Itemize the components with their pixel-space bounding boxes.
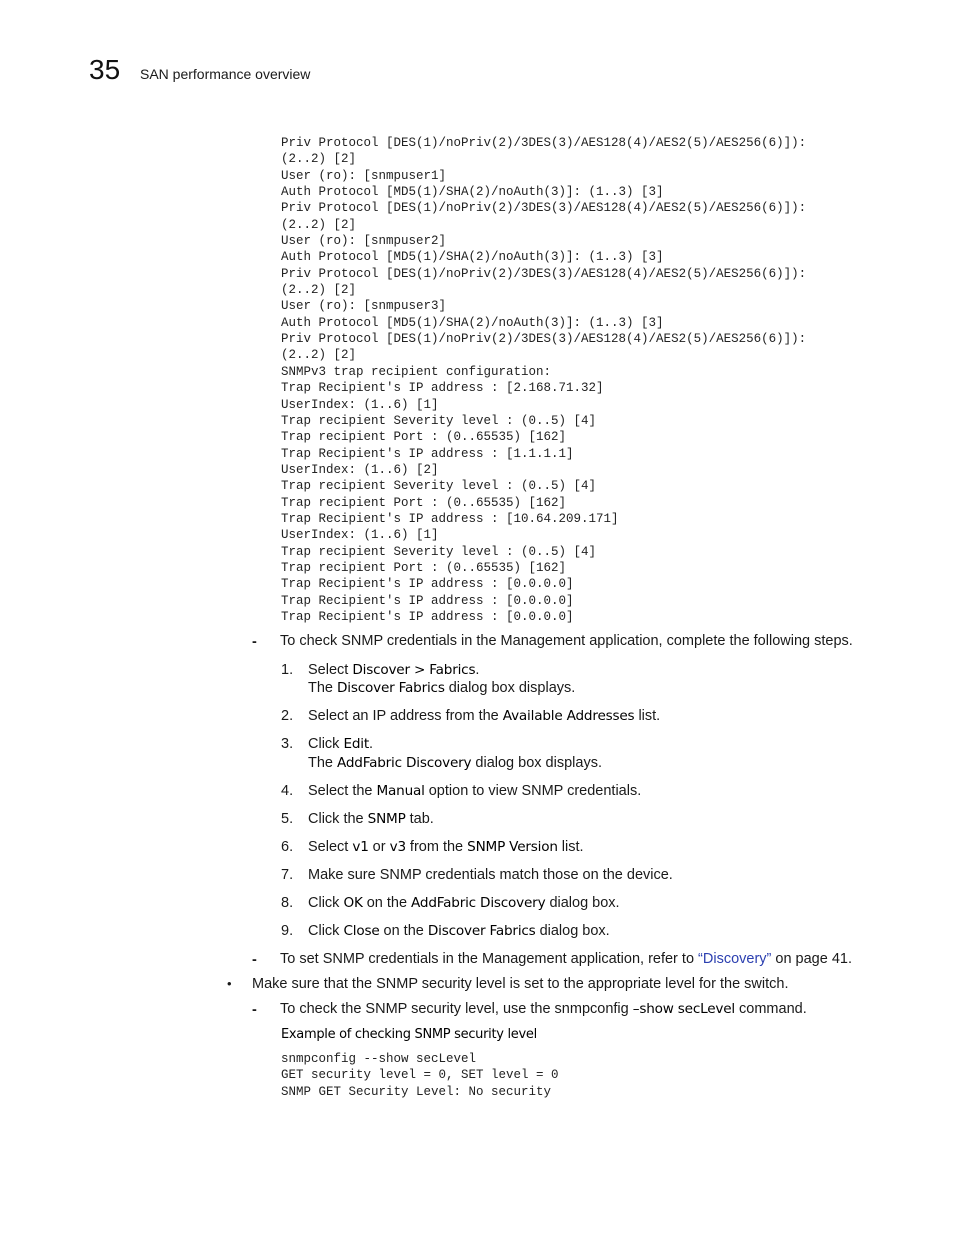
code-line: Trap Recipient's IP address : [0.0.0.0] [281,577,574,592]
step-number: 4. [281,783,294,799]
step-text [308,922,610,940]
ui-term-v1: v1 [352,839,369,855]
code-line: UserIndex: (1..6) [1] [281,528,439,543]
check-credentials-intro: To check SNMP credentials in the Management application, complete the following steps. [280,633,853,649]
ui-term-ok: OK [343,895,363,911]
step-text-part: or [368,839,390,855]
dash-bullet-icon: - [252,1002,257,1018]
step-number: 7. [281,867,294,883]
command-show-seclevel: –show secLevel [632,1001,735,1017]
ui-term-discover-fabrics: Discover Fabrics [337,680,445,696]
ui-term-discover-fabrics: Discover Fabrics [427,923,536,939]
step-text-part: on the [379,923,428,939]
ui-term-snmp: SNMP [367,811,406,827]
code-line: Priv Protocol [DES(1)/noPriv(2)/3DES(3)/AES128(4)/AES2(5)/AES256(6)]): [281,332,807,347]
bullet-dot-icon: • [227,976,232,991]
chapter-number: 35 [89,54,121,85]
code-block-seclevel [281,1051,559,1100]
code-line: Priv Protocol [DES(1)/noPriv(2)/3DES(3)/AES128(4)/AES2(5)/AES256(6)]): [281,266,807,281]
ui-term-available-addresses: Available Addresses [502,708,635,724]
step-text-part: list. [634,708,661,724]
code-line: SNMPv3 trap recipient configuration: [281,364,552,379]
code-line: SNMP GET Security Level: No security [281,1084,552,1099]
code-line: (2..2) [2] [281,348,357,363]
step-text-part: Click [308,736,344,752]
step-text-part: from the [405,839,468,855]
step-result [308,754,602,772]
code-line: (2..2) [2] [281,152,357,167]
code-line: Trap Recipient's IP address : [0.0.0.0] [281,609,574,624]
example-heading: Example of checking SNMP security level [281,1027,537,1042]
step-text-part: . [368,736,374,752]
code-line: UserIndex: (1..6) [2] [281,462,439,477]
step-text-part: Select [308,662,353,678]
step-number: 1. [281,662,294,678]
step-text-part: Click [308,923,344,939]
step-text-part: The [308,680,338,696]
step-number: 5. [281,811,294,827]
step-text [308,707,660,725]
code-line: UserIndex: (1..6) [1] [281,397,439,412]
code-line: Trap Recipient's IP address : [1.1.1.1] [281,446,574,461]
text-part: on page 41. [771,951,852,967]
ui-term-manual: Manual [376,783,425,799]
security-level-bullet: Make sure that the SNMP security level is set to the appropriate level for the switch. [252,976,789,992]
step-text-part: Click the [308,811,368,827]
code-line: Auth Protocol [MD5(1)/SHA(2)/noAuth(3)]: (1..3) [3] [281,250,664,265]
code-line: User (ro): [snmpuser2] [281,234,447,249]
ui-term-edit: Edit [343,736,369,752]
step-text [308,838,584,856]
ui-term-snmp-version: SNMP Version [467,839,558,855]
check-security-text [280,1000,807,1018]
dash-bullet-icon: - [252,634,257,650]
step-result [308,679,575,697]
step-number: 3. [281,736,294,752]
step-text-part: dialog box. [535,923,610,939]
code-line: Trap recipient Severity level : (0..5) [4] [281,544,597,559]
step-text [308,810,434,828]
step-text-part: Select [308,839,353,855]
step-text-part: Select the [308,783,377,799]
step-text-part: The [308,755,338,771]
dash-bullet-icon: - [252,952,257,968]
step-text [308,661,479,679]
text-part: command. [735,1001,807,1017]
code-line: (2..2) [2] [281,283,357,298]
code-line: Auth Protocol [MD5(1)/SHA(2)/noAuth(3)]: (1..3) [3] [281,315,664,330]
code-line: Trap recipient Port : (0..65535) [162] [281,495,567,510]
step-text-part: option to view SNMP credentials. [424,783,642,799]
step-text: Make sure SNMP credentials match those on the device. [308,867,673,883]
step-text-part: . [475,662,480,678]
text-part: To set SNMP credentials in the Management application, refer to [280,951,699,967]
step-text-part: dialog box. [545,895,620,911]
code-block-snmp-config [281,135,806,625]
step-text-part: Select an IP address from the [308,708,503,724]
code-line: snmpconfig --show secLevel [281,1052,477,1066]
step-text [308,735,373,753]
code-line: GET security level = 0, SET level = 0 [281,1068,559,1083]
step-number: 6. [281,839,294,855]
step-text-part: dialog box displays. [444,680,576,696]
text-part: To check the SNMP security level, use the snmpconfig [280,1001,633,1017]
step-text-part: Click [308,895,344,911]
step-number: 9. [281,923,294,939]
code-line: Trap recipient Severity level : (0..5) [4] [281,413,597,428]
step-number: 8. [281,895,294,911]
code-line: Auth Protocol [MD5(1)/SHA(2)/noAuth(3)]: (1..3) [3] [281,185,664,200]
ui-term-close: Close [343,923,380,939]
code-line: Trap recipient Port : (0..65535) [162] [281,430,567,445]
code-line: User (ro): [snmpuser3] [281,299,447,314]
step-text [308,782,641,800]
code-line: Trap recipient Port : (0..65535) [162] [281,560,567,575]
code-line: Trap Recipient's IP address : [10.64.209.171] [281,511,619,526]
code-line: (2..2) [2] [281,217,357,232]
chapter-title: SAN performance overview [140,66,311,82]
code-line: Trap Recipient's IP address : [0.0.0.0] [281,593,574,608]
code-line: Trap Recipient's IP address : [2.168.71.32] [281,381,604,396]
discovery-link[interactable]: “Discovery” [698,951,772,967]
ui-term-discover-fabrics-menu: Discover > Fabrics [352,662,476,678]
ui-term-addfabric-discovery: AddFabric Discovery [337,755,472,771]
code-line: User (ro): [snmpuser1] [281,168,447,183]
step-text [308,894,620,912]
code-line: Priv Protocol [DES(1)/noPriv(2)/3DES(3)/AES128(4)/AES2(5)/AES256(6)]): [281,136,807,150]
step-number: 2. [281,708,294,724]
step-text-part: dialog box displays. [471,755,602,771]
set-credentials-text [280,950,852,968]
step-text-part: tab. [405,811,434,827]
code-line: Priv Protocol [DES(1)/noPriv(2)/3DES(3)/AES128(4)/AES2(5)/AES256(6)]): [281,201,807,216]
ui-term-v3: v3 [389,839,406,855]
step-text-part: list. [557,839,584,855]
code-line: Trap recipient Severity level : (0..5) [4] [281,479,597,494]
step-text-part: on the [362,895,412,911]
ui-term-addfabric-discovery: AddFabric Discovery [411,895,546,911]
